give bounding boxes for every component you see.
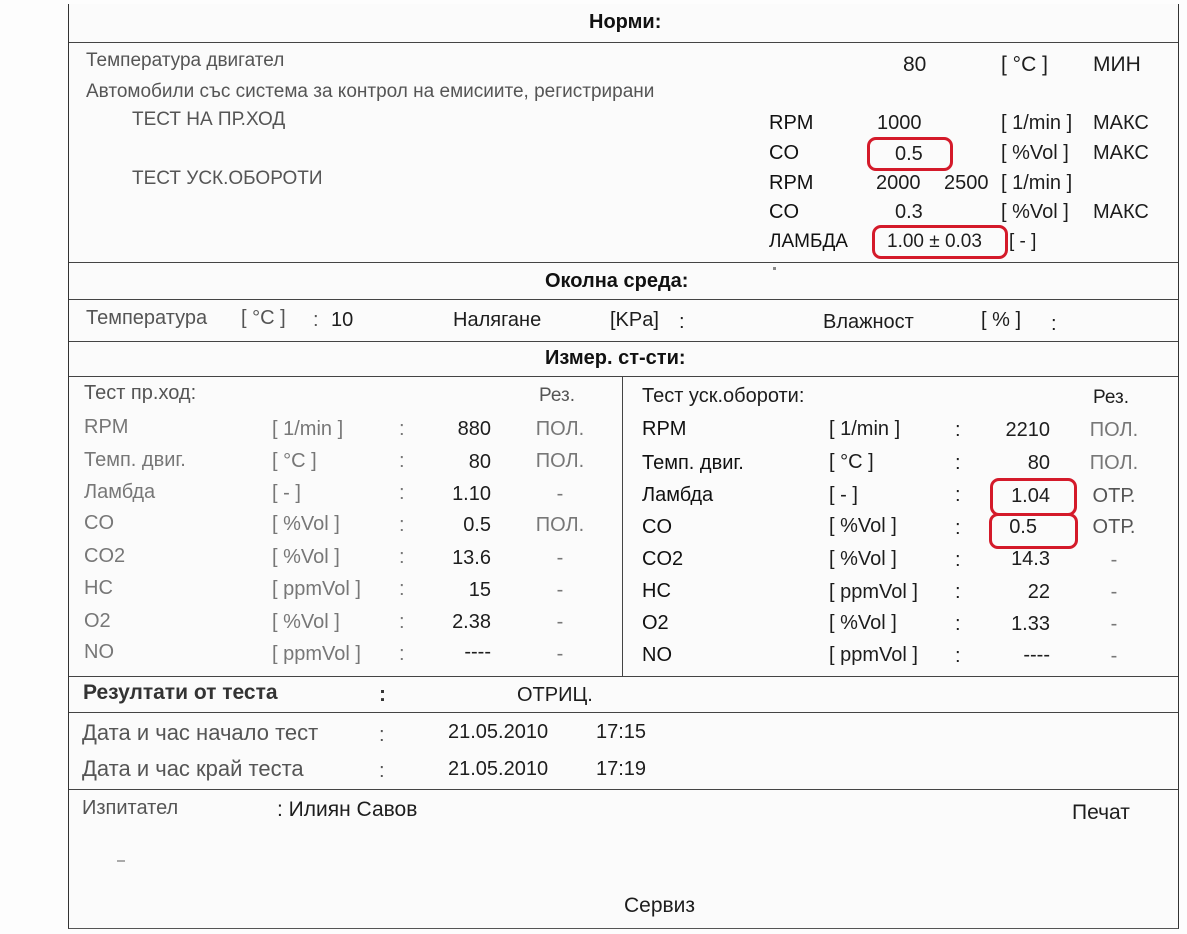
tester-label: Изпитател xyxy=(82,797,179,819)
param-value: 80 xyxy=(468,451,491,473)
measured-divider-mid xyxy=(69,376,1178,377)
norm-value: 0.3 xyxy=(895,201,923,223)
param-name: CO2 xyxy=(642,548,684,570)
footer-divider xyxy=(69,789,1178,790)
param-value: 80 xyxy=(1027,452,1050,474)
norm-limit: МАКС xyxy=(1093,201,1149,223)
param-unit: [ %Vol ] xyxy=(272,546,340,568)
env-humidity-colon: : xyxy=(1051,313,1057,335)
param-result: ОТР. xyxy=(1092,516,1136,538)
emission-test-report xyxy=(68,4,1179,929)
tester-name: : Илиян Савов xyxy=(277,798,418,821)
measured-title: Измер. ст-сти: xyxy=(545,347,686,369)
param-result: ПОЛ. xyxy=(1089,452,1139,474)
param-colon: : xyxy=(955,419,961,441)
engine-temp-unit: [ °C ] xyxy=(1001,53,1048,76)
param-colon: : xyxy=(955,549,961,571)
end-label: Дата и час край теста xyxy=(82,756,304,781)
param-colon: : xyxy=(399,482,405,504)
param-unit: [ °C ] xyxy=(829,451,874,473)
param-colon: : xyxy=(399,546,405,568)
param-result: ПОЛ. xyxy=(535,450,585,472)
measured-column-divider xyxy=(622,376,623,676)
results-divider-top xyxy=(69,676,1178,677)
norm-value: 1.00 ± 0.03 xyxy=(887,231,982,252)
norm-param: RPM xyxy=(769,172,814,194)
param-unit: [ ppmVol ] xyxy=(829,581,918,603)
env-pressure-colon: : xyxy=(679,311,685,333)
result-label: Резултати от теста xyxy=(83,681,278,704)
norm-param: RPM xyxy=(769,112,814,134)
idle-res-header: Рез. xyxy=(539,385,575,406)
param-name: Ламбда xyxy=(84,481,156,503)
param-name: HC xyxy=(642,580,671,602)
param-unit: [ ppmVol ] xyxy=(272,643,361,665)
results-divider-bottom xyxy=(69,712,1178,713)
result-colon: : xyxy=(379,683,386,706)
norm-value: 0.5 xyxy=(895,143,923,165)
measured-divider-top xyxy=(69,341,1178,342)
env-temp-unit: [ °C ] xyxy=(241,307,286,329)
highlight-lambda-norm xyxy=(872,225,1008,259)
param-name: RPM xyxy=(84,416,129,438)
stamp-label: Печат xyxy=(1072,801,1130,824)
param-value: 2.38 xyxy=(452,611,491,633)
accel-test-title: Тест уск.обороти: xyxy=(642,385,805,407)
start-colon: : xyxy=(379,724,385,746)
env-temp-value: 10 xyxy=(331,309,354,331)
start-label: Дата и час начало тест xyxy=(82,720,319,745)
param-colon: : xyxy=(399,578,405,600)
param-result: - xyxy=(1110,549,1118,571)
param-name: CO xyxy=(84,512,114,534)
param-unit: [ ppmVol ] xyxy=(272,578,361,600)
scan-speck xyxy=(117,860,125,862)
environment-title: Околна среда: xyxy=(545,270,689,292)
env-temp-label: Температура xyxy=(86,307,208,329)
param-result: - xyxy=(556,547,564,569)
param-name: NO xyxy=(642,644,672,666)
param-result: - xyxy=(1110,645,1118,667)
param-unit: [ %Vol ] xyxy=(829,548,897,570)
param-unit: [ %Vol ] xyxy=(272,513,340,535)
param-name: O2 xyxy=(642,612,669,634)
param-value: ---- xyxy=(1023,644,1050,666)
param-unit: [ 1/min ] xyxy=(829,418,901,440)
param-name: Темп. двиг. xyxy=(642,452,744,474)
param-name: CO xyxy=(642,516,672,538)
engine-temp-label: Температура двигател xyxy=(86,50,285,71)
param-colon: : xyxy=(955,484,961,506)
param-unit: [ - ] xyxy=(829,484,858,506)
param-result: ПОЛ. xyxy=(535,418,585,440)
param-value: 1.33 xyxy=(1011,613,1050,635)
end-time: 17:19 xyxy=(596,758,647,780)
norm-unit: [ %Vol ] xyxy=(1001,201,1069,223)
environment-divider-mid xyxy=(69,299,1178,300)
param-result: - xyxy=(1110,613,1118,635)
env-humidity-label: Влажност xyxy=(823,311,914,333)
param-colon: : xyxy=(399,450,405,472)
end-colon: : xyxy=(379,760,385,782)
param-value: 14.3 xyxy=(1011,548,1050,570)
idle-test-title: Тест пр.ход: xyxy=(84,382,197,404)
param-unit: [ 1/min ] xyxy=(272,418,344,440)
param-colon: : xyxy=(955,517,961,539)
param-colon: : xyxy=(399,611,405,633)
highlight-lambda-measured xyxy=(990,478,1077,516)
end-date: 21.05.2010 xyxy=(448,758,549,780)
highlight-co-measured xyxy=(989,513,1078,549)
param-unit: [ ppmVol ] xyxy=(829,644,918,666)
norms-divider xyxy=(69,42,1178,43)
norm-unit: [ 1/min ] xyxy=(1001,172,1073,194)
env-temp-colon: : xyxy=(313,309,319,331)
param-value: 1.04 xyxy=(1011,485,1050,507)
param-value: 2210 xyxy=(1005,419,1050,441)
param-value: 0.5 xyxy=(463,514,491,536)
norm-param: CO xyxy=(769,142,799,164)
param-name: NO xyxy=(84,641,114,663)
param-name: Темп. двиг. xyxy=(84,449,186,471)
env-humidity-unit: [ % ] xyxy=(981,309,1022,331)
param-unit: [ %Vol ] xyxy=(829,515,897,537)
env-pressure-unit: [KPa] xyxy=(610,309,659,331)
param-value: 1.10 xyxy=(452,483,491,505)
start-time: 17:15 xyxy=(596,721,647,743)
environment-divider-top xyxy=(69,262,1178,263)
param-name: RPM xyxy=(642,418,687,440)
scan-speck xyxy=(773,267,776,270)
param-colon: : xyxy=(955,452,961,474)
result-value: ОТРИЦ. xyxy=(517,684,593,706)
norm-value-2: 2500 xyxy=(944,172,989,194)
engine-temp-limit: МИН xyxy=(1093,53,1141,76)
param-name: Ламбда xyxy=(642,484,714,506)
param-colon: : xyxy=(399,418,405,440)
norm-value: 2000 xyxy=(876,172,921,194)
param-result: - xyxy=(556,579,564,601)
norm-unit: [ %Vol ] xyxy=(1001,142,1069,164)
vehicle-category: Автомобили със система за контрол на емисиите, регистрирани xyxy=(86,81,655,102)
param-colon: : xyxy=(955,613,961,635)
param-value: ---- xyxy=(464,641,491,663)
idle-test-label: ТЕСТ НА ПР.ХОД xyxy=(132,109,286,130)
param-unit: [ °C ] xyxy=(272,450,317,472)
service-label: Сервиз xyxy=(624,894,696,917)
norm-param: CO xyxy=(769,201,799,223)
param-name: HC xyxy=(84,577,113,599)
param-name: CO2 xyxy=(84,545,126,567)
param-result: ОТР. xyxy=(1092,485,1136,507)
param-unit: [ - ] xyxy=(272,482,301,504)
engine-temp-value: 80 xyxy=(903,53,927,76)
param-value: 22 xyxy=(1027,581,1050,603)
param-value: 880 xyxy=(457,418,491,440)
norms-title: Норми: xyxy=(589,11,662,33)
norm-limit: МАКС xyxy=(1093,112,1149,134)
start-date: 21.05.2010 xyxy=(448,721,549,743)
param-name: O2 xyxy=(84,610,111,632)
param-result: - xyxy=(556,483,564,505)
param-unit: [ %Vol ] xyxy=(829,612,897,634)
param-colon: : xyxy=(399,514,405,536)
env-pressure-label: Налягане xyxy=(453,309,542,331)
param-value: 13.6 xyxy=(452,547,491,569)
param-value: 0.5 xyxy=(1009,516,1037,538)
param-colon: : xyxy=(399,643,405,665)
norm-param: ЛАМБДА xyxy=(769,231,848,252)
accel-res-header: Рез. xyxy=(1093,387,1129,408)
param-value: 15 xyxy=(468,579,491,601)
norm-unit: [ 1/min ] xyxy=(1001,112,1073,134)
param-result: - xyxy=(556,643,564,665)
param-result: - xyxy=(556,611,564,633)
param-result: - xyxy=(1110,581,1118,603)
accel-test-label: ТЕСТ УСК.ОБОРОТИ xyxy=(132,168,323,189)
highlight-co-norm xyxy=(867,137,953,171)
param-result: ПОЛ. xyxy=(535,514,585,536)
norm-limit: МАКС xyxy=(1093,142,1149,164)
param-result: ПОЛ. xyxy=(1089,419,1139,441)
param-colon: : xyxy=(955,581,961,603)
param-colon: : xyxy=(955,645,961,667)
norm-unit: [ - ] xyxy=(1009,231,1037,252)
norm-value: 1000 xyxy=(877,112,922,134)
param-unit: [ %Vol ] xyxy=(272,611,340,633)
